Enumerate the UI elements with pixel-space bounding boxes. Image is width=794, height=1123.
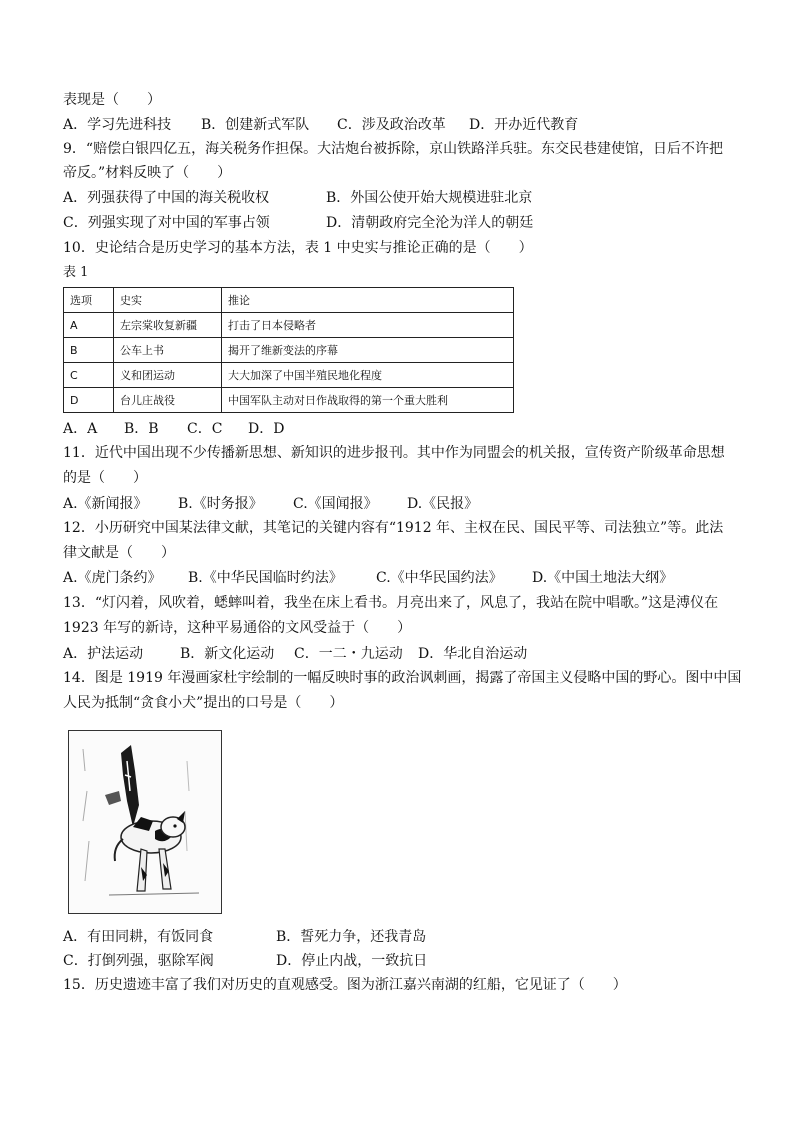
q8-option-b: B．创建新式军队 (201, 117, 310, 133)
question-9-stem: 9．“赔偿白银四亿五，海关税务作担保。大沽炮台被拆除，京山铁路洋兵驻。东交民巷建使馆，日后不许把 (63, 141, 724, 157)
table-cell: 公车上书 (114, 338, 222, 363)
q12-option-b: B.《中华民国临时约法》 (188, 570, 343, 586)
question-11-stem-cont: 的是（ ） (63, 470, 147, 486)
q9-option-d: D．清朝政府完全沦为洋人的朝廷 (326, 215, 534, 231)
q8-option-a: A．学习先进科技 (63, 117, 172, 133)
table-header-cell: 选项 (64, 288, 114, 313)
q8-option-d: D．开办近代教育 (469, 117, 579, 133)
q9-option-b: B．外国公使开始大规模进驻北京 (326, 190, 533, 206)
table-cell: 中国军队主动对日作战取得的第一个重大胜利 (222, 388, 514, 413)
political-cartoon-image (68, 730, 222, 914)
q12-option-d: D.《中国土地法大纲》 (532, 570, 674, 586)
table-row (64, 388, 514, 413)
table-cell: 大大加深了中国半殖民地化程度 (222, 363, 514, 388)
q9-option-c: C．列强实现了对中国的军事占领 (63, 215, 270, 231)
table-cell: 台儿庄战役 (114, 388, 222, 413)
q14-option-a: A．有田同耕，有饭同食 (63, 929, 214, 945)
table-cell: 左宗棠收复新疆 (114, 313, 222, 338)
q10-option-d: D．D (248, 421, 285, 437)
question-12-stem-cont: 律文献是（ ） (63, 545, 175, 561)
table-header-row (64, 288, 514, 313)
table-cell: D (64, 388, 114, 413)
table-cell: B (64, 338, 114, 363)
question-14-stem: 14．图是 1919 年漫画家杜宇绘制的一幅反映时事的政治讽刺画，揭露了帝国主义侵略中国的野心。图中中国 (63, 670, 742, 686)
q11-option-c: C.《国闻报》 (293, 496, 378, 512)
q11-option-b: B.《时务报》 (178, 496, 263, 512)
q13-option-b: B．新文化运动 (180, 646, 275, 662)
table-cell: C (64, 363, 114, 388)
q13-option-c: C．一二・九运动 (294, 646, 403, 662)
question-9-stem-cont: 帝反。”材料反映了（ ） (63, 165, 232, 181)
q13-option-d: D．华北自治运动 (418, 646, 528, 662)
q8-option-c: C．涉及政治改革 (337, 117, 446, 133)
question-12-stem: 12．小历研究中国某法律文献，其笔记的关键内容有“1912 年、主权在民、国民平等、司法独立”等。此法 (63, 520, 724, 536)
q9-option-a: A．列强获得了中国的海关税收权 (63, 190, 270, 206)
cartoon-dog-illustration (69, 731, 221, 913)
table-header-cell: 推论 (222, 288, 514, 313)
question-10-stem: 10．史论结合是历史学习的基本方法，表 1 中史实与推论正确的是（ ） (63, 240, 533, 256)
table-cell: A (64, 313, 114, 338)
table-cell: 打击了日本侵略者 (222, 313, 514, 338)
question-14-stem-cont: 人民为抵制“贪食小犬”提出的口号是（ ） (63, 695, 344, 711)
q14-option-c: C．打倒列强，驱除军阀 (63, 953, 214, 969)
question-13-stem: 13．“灯闪着，风吹着，蟋蟀叫着，我坐在床上看书。月亮出来了，风息了，我站在院中唱歌。”这是溥仪在 (63, 595, 719, 611)
question-13-stem-cont: 1923 年写的新诗，这种平易通俗的文风受益于（ ） (63, 620, 412, 636)
q11-option-d: D.《民报》 (407, 496, 479, 512)
table-caption: 表 1 (63, 265, 89, 280)
q14-option-d: D．停止内战，一致抗日 (276, 953, 428, 969)
q13-option-a: A．护法运动 (63, 646, 144, 662)
q12-option-a: A.《虎门条约》 (63, 570, 162, 586)
table-cell: 义和团运动 (114, 363, 222, 388)
q14-option-b: B．誓死力争，还我青岛 (276, 929, 427, 945)
history-table (63, 287, 514, 413)
question-8-stem-tail: 表现是（ ） (63, 92, 161, 108)
question-11-stem: 11．近代中国出现不少传播新思想、新知识的进步报刊。其中作为同盟会的机关报，宣传资产阶级革命思想 (63, 445, 725, 461)
q10-option-a: A．A (63, 421, 98, 437)
table-row (64, 313, 514, 338)
q12-option-c: C.《中华民国约法》 (376, 570, 503, 586)
q10-option-c: C．C (187, 421, 223, 437)
q10-option-b: B．B (124, 421, 159, 437)
table-header-cell: 史实 (114, 288, 222, 313)
table-row (64, 338, 514, 363)
q11-option-a: A.《新闻报》 (63, 496, 148, 512)
question-15-stem: 15．历史遗迹丰富了我们对历史的直观感受。图为浙江嘉兴南湖的红船，它见证了（ ） (63, 977, 627, 993)
table-row (64, 363, 514, 388)
table-cell: 揭开了维新变法的序幕 (222, 338, 514, 363)
